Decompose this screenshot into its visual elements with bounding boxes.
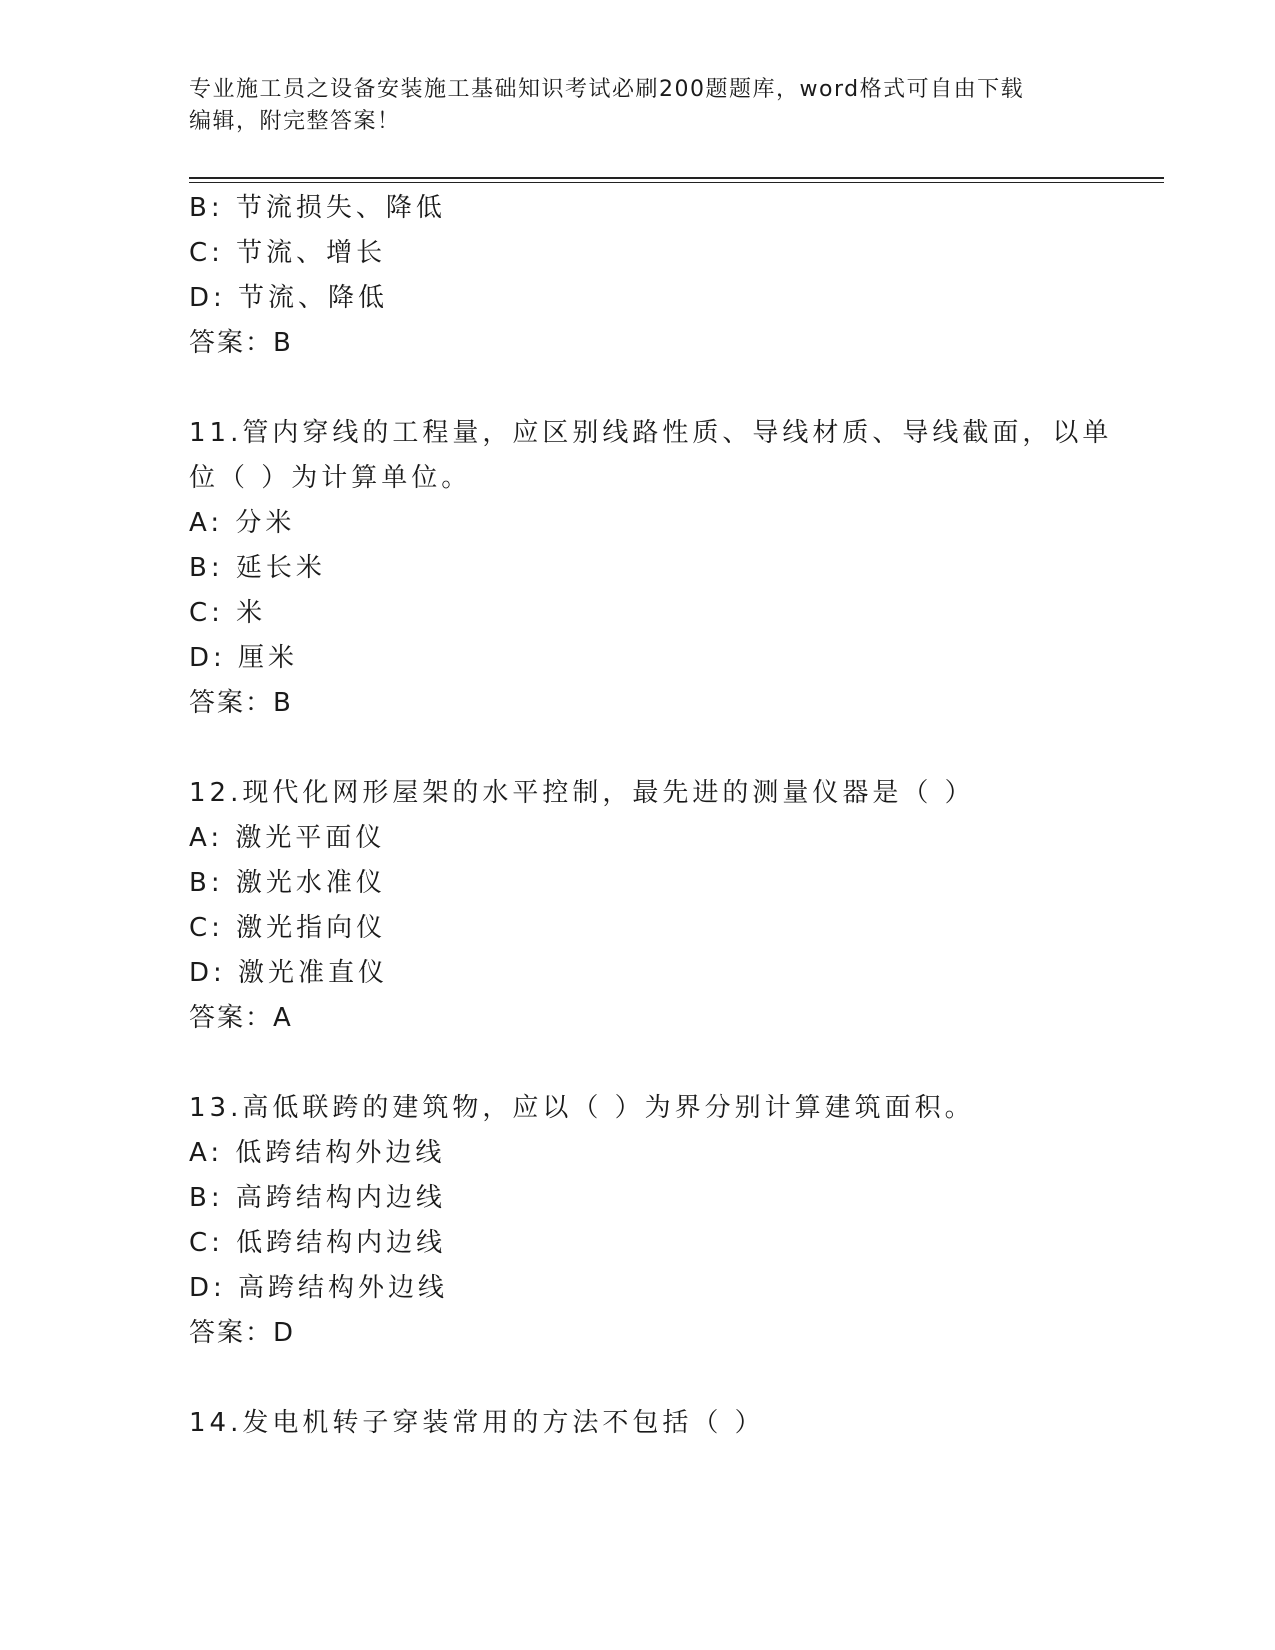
q12-option-b: B: 激光水准仪 [189,868,386,898]
q11-answer: 答案：B [189,688,293,718]
q13-stem: 13.高低联跨的建筑物，应以（ ）为界分别计算建筑面积。 [189,1093,975,1123]
q13-option-c: C: 低跨结构内边线 [189,1228,447,1258]
q11-stem-line-1: 11.管内穿线的工程量，应区别线路性质、导线材质、导线截面，以单 [189,418,1113,448]
q13-answer: 答案：D [189,1318,296,1348]
q13-option-d: D: 高跨结构外边线 [189,1273,449,1303]
q11-option-a: A: 分米 [189,508,296,538]
q12-option-c: C: 激光指向仪 [189,913,387,943]
header-title-line-2: 编辑，附完整答案！ [189,109,401,134]
q10-option-c: C: 节流、增长 [189,238,387,268]
header-title-line-1: 专业施工员之设备安装施工基础知识考试必刷200题题库，word格式可自由下载 [189,77,1025,102]
header-divider-thin [189,182,1164,183]
q11-stem-line-2: 位（ ）为计算单位。 [189,463,472,493]
q11-option-c: C: 米 [189,598,267,628]
q12-option-a: A: 激光平面仪 [189,823,386,853]
q12-stem: 12.现代化网形屋架的水平控制，最先进的测量仪器是（ ） [189,778,975,808]
q13-option-a: A: 低跨结构外边线 [189,1138,446,1168]
q10-option-d: D: 节流、降低 [189,283,389,313]
q12-answer: 答案：A [189,1003,293,1033]
q10-answer: 答案：B [189,328,293,358]
q11-option-d: D: 厘米 [189,643,299,673]
document-header [189,74,1089,138]
q13-option-b: B: 高跨结构内边线 [189,1183,446,1213]
q11-option-b: B: 延长米 [189,553,326,583]
q12-option-d: D: 激光准直仪 [189,958,389,988]
q14-stem: 14.发电机转子穿装常用的方法不包括（ ） [189,1408,765,1438]
header-divider-thick [189,177,1164,179]
q10-option-b: B: 节流损失、降低 [189,193,446,223]
